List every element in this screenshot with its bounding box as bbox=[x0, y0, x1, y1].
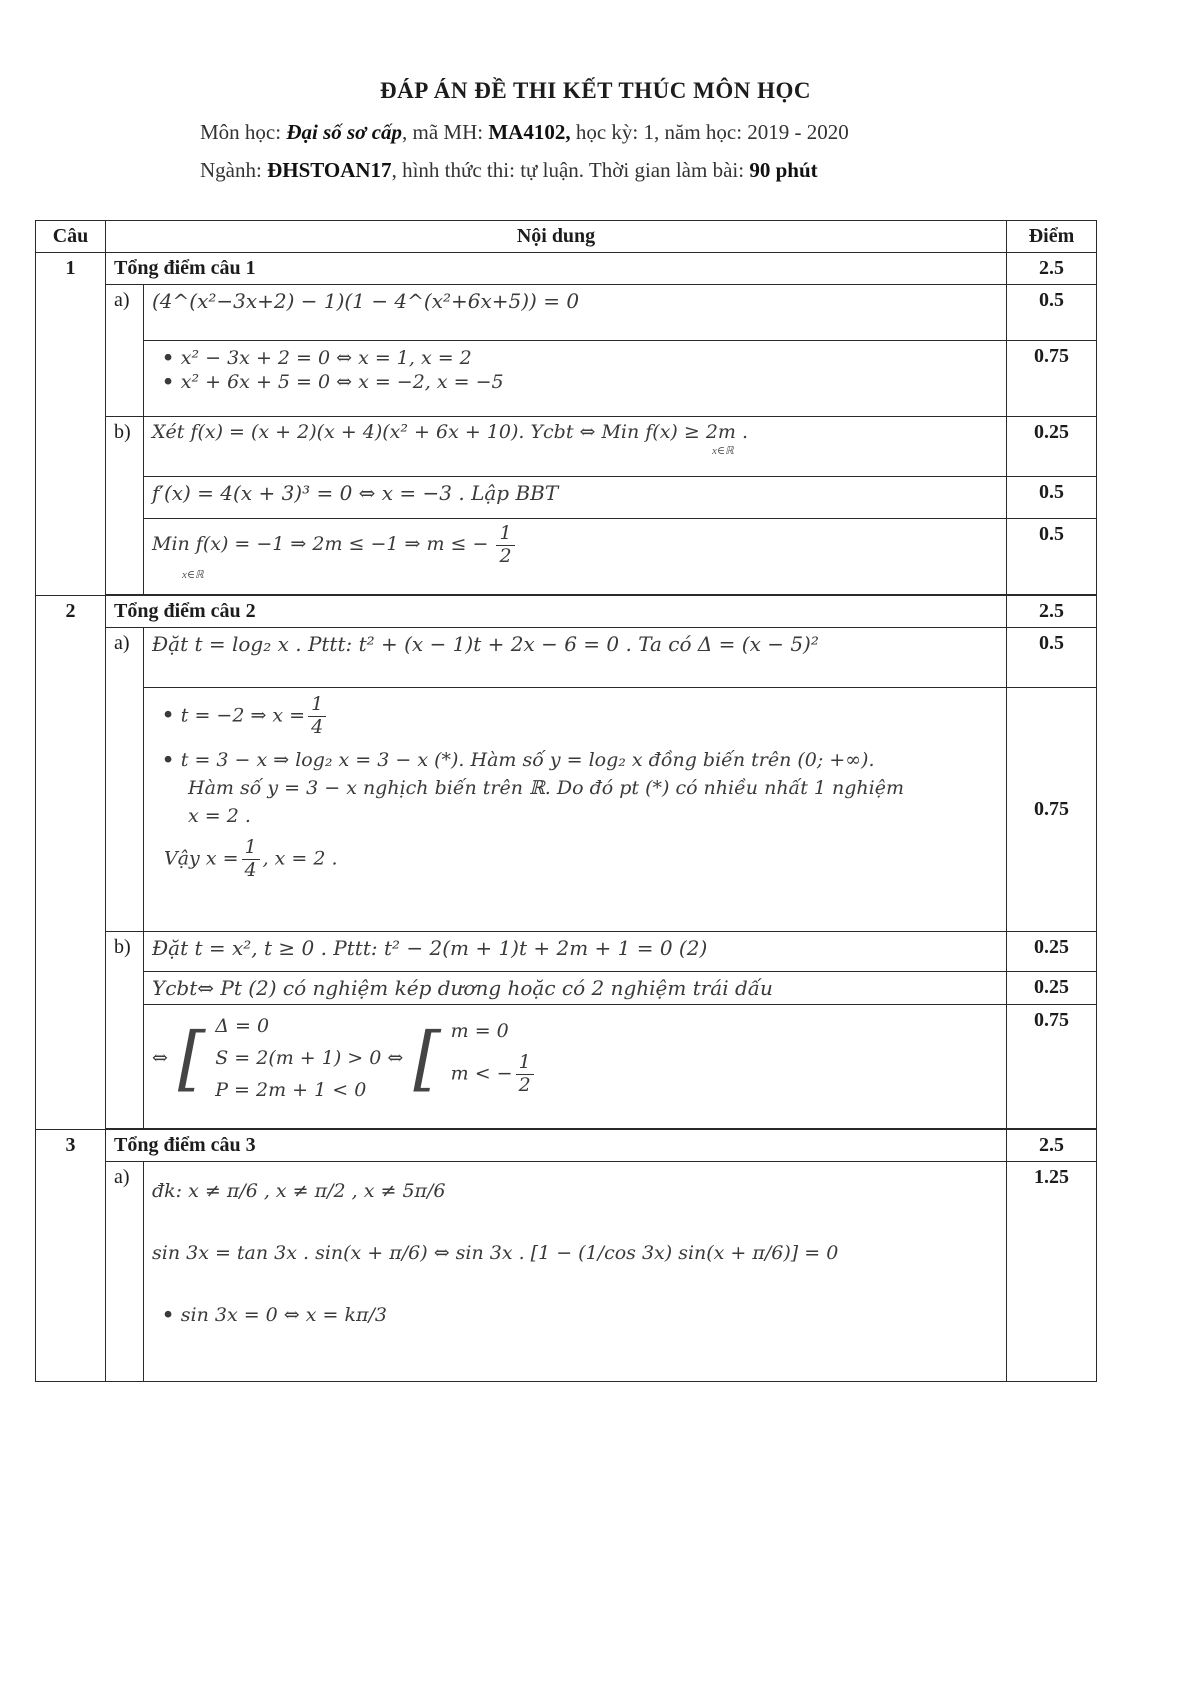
header-content: Nội dung bbox=[106, 221, 1007, 253]
answer-line: Ycbt⇔ Pt (2) có nghiệm kép dương hoặc có 2 nghiệm trái dấu bbox=[144, 972, 1007, 1005]
answer-line: x = 2 . bbox=[188, 804, 251, 827]
question-number: 2 bbox=[36, 596, 106, 1130]
denominator: 2 bbox=[518, 1073, 531, 1096]
table-row bbox=[36, 628, 1097, 688]
answer-line: sin 3x = tan 3x . sin(x + π/6) ⇔ sin 3x . [1 − (1/cos 3x) sin(x + π/6)] = 0 bbox=[152, 1242, 839, 1264]
table-row bbox=[36, 1005, 1097, 1129]
header-score: Điểm bbox=[1007, 221, 1097, 253]
answer-line: • x² + 6x + 5 = 0 ⇔ x = −2, x = −5 bbox=[162, 371, 998, 393]
score: 0.75 bbox=[1007, 1005, 1097, 1129]
question-number: 3 bbox=[36, 1130, 106, 1382]
answer-line bbox=[164, 837, 998, 882]
answer-line: f′(x) = 4(x + 3)³ = 0 ⇔ x = −3 . Lập BBT bbox=[144, 477, 1007, 519]
term-info: học kỳ: 1, năm học: 2019 - 2020 bbox=[575, 120, 849, 144]
answer-line: Hàm số y = 3 − x nghịch biến trên ℝ. Do đó pt (*) có nhiều nhất 1 nghiệm bbox=[188, 776, 904, 799]
table-header bbox=[36, 221, 1097, 253]
subject-line bbox=[200, 120, 849, 145]
bracket-icon: [ bbox=[413, 1017, 441, 1099]
question-total: Tổng điểm câu 1 bbox=[106, 253, 1007, 285]
answer-text: Vậy x = bbox=[164, 847, 239, 870]
answer-line: (4^(x²−3x+2) − 1)(1 − 4^(x²+6x+5)) = 0 bbox=[144, 285, 1007, 341]
question-total: Tổng điểm câu 2 bbox=[106, 596, 1007, 628]
table-row bbox=[36, 285, 1097, 341]
result bbox=[451, 1052, 537, 1097]
answer-line: Đặt t = x², t ≥ 0 . Pttt: t² − 2(m + 1)t + 2m + 1 = 0 (2) bbox=[144, 932, 1007, 972]
question-number: 1 bbox=[36, 253, 106, 596]
score: 0.5 bbox=[1007, 285, 1097, 341]
denominator: 2 bbox=[499, 544, 512, 567]
answer-line: • x² − 3x + 2 = 0 ⇔ x = 1, x = 2 bbox=[162, 347, 998, 369]
major-label: Ngành: bbox=[200, 158, 262, 182]
table-row bbox=[36, 341, 1097, 417]
score: 1.25 bbox=[1007, 1162, 1097, 1382]
equation-system bbox=[152, 1009, 998, 1107]
bracket-icon: [ bbox=[177, 1017, 206, 1099]
fraction bbox=[516, 1052, 534, 1097]
numerator: 1 bbox=[496, 523, 514, 546]
answer-line: Min f(x) = −1 ⇒ 2m ≤ −1 ⇒ m ≤ − bbox=[152, 532, 489, 555]
answer-line bbox=[162, 694, 998, 739]
answer-line: Xét f(x) = (x + 2)(x + 4)(x² + 6x + 10). Ycbt ⇔ Min f(x) ≥ 2m . bbox=[152, 421, 749, 443]
table-row bbox=[36, 688, 1097, 932]
score: 0.5 bbox=[1007, 477, 1097, 519]
answer-table bbox=[35, 220, 1097, 1382]
numerator: 1 bbox=[516, 1052, 534, 1075]
table-row bbox=[36, 519, 1097, 595]
document-title: ĐÁP ÁN ĐỀ THI KẾT THÚC MÔN HỌC bbox=[380, 78, 811, 103]
score: 0.25 bbox=[1007, 932, 1097, 972]
answer-cell bbox=[144, 688, 1007, 932]
numerator: 1 bbox=[242, 837, 260, 860]
condition: S = 2(m + 1) > 0 ⇔ bbox=[215, 1047, 404, 1069]
part-label: a) bbox=[106, 285, 144, 417]
part-label: b) bbox=[106, 417, 144, 595]
score: 2.5 bbox=[1007, 1130, 1097, 1162]
answer-line: Đặt t = log₂ x . Pttt: t² + (x − 1)t + 2x − 6 = 0 . Ta có Δ = (x − 5)² bbox=[144, 628, 1007, 688]
question-total: Tổng điểm câu 3 bbox=[106, 1130, 1007, 1162]
fraction bbox=[308, 694, 326, 739]
score: 0.25 bbox=[1007, 972, 1097, 1005]
answer-cell bbox=[144, 341, 1007, 417]
answer-cell bbox=[144, 519, 1007, 595]
score: 2.5 bbox=[1007, 253, 1097, 285]
iff-symbol: ⇔ bbox=[152, 1047, 168, 1069]
condition: Δ = 0 bbox=[215, 1015, 270, 1037]
result: m = 0 bbox=[450, 1019, 509, 1042]
major-name: ĐHSTOAN17 bbox=[267, 158, 392, 182]
table-row bbox=[36, 417, 1097, 477]
part-label: a) bbox=[106, 1162, 144, 1382]
answer-text: , x = 2 . bbox=[262, 847, 338, 870]
q2-total-row bbox=[36, 596, 1097, 628]
subject-label: Môn học: bbox=[200, 120, 282, 144]
subject-name: Đại số sơ cấp bbox=[286, 120, 403, 144]
header-question: Câu bbox=[36, 221, 106, 253]
system-conditions bbox=[215, 1015, 403, 1101]
exam-form: , hình thức thi: tự luận. Thời gian làm bài: bbox=[391, 158, 745, 182]
score: 0.25 bbox=[1007, 417, 1097, 477]
result-text: m < − bbox=[450, 1062, 513, 1084]
score: 0.5 bbox=[1007, 519, 1097, 595]
major-line bbox=[200, 158, 818, 183]
numerator: 1 bbox=[308, 694, 326, 717]
score: 0.75 bbox=[1007, 688, 1097, 932]
condition: P = 2m + 1 < 0 bbox=[215, 1079, 367, 1101]
fraction bbox=[496, 523, 514, 568]
table-row bbox=[36, 972, 1097, 1005]
q3-total-row bbox=[36, 1130, 1097, 1162]
course-code: MA4102, bbox=[488, 120, 571, 144]
score: 0.5 bbox=[1007, 628, 1097, 688]
part-label: b) bbox=[106, 932, 144, 1129]
answer-line: • t = 3 − x ⇒ log₂ x = 3 − x (*). Hàm số y = log₂ x đồng biến trên (0; +∞). bbox=[162, 749, 998, 771]
fraction bbox=[242, 837, 260, 882]
answer-cell bbox=[144, 1005, 1007, 1129]
table-row bbox=[36, 1162, 1097, 1382]
denominator: 4 bbox=[244, 858, 257, 881]
exam-duration: 90 phút bbox=[749, 158, 818, 182]
answer-cell bbox=[144, 417, 1007, 477]
table-row bbox=[36, 932, 1097, 972]
limit-subscript: x∈ℝ bbox=[712, 445, 734, 457]
score: 2.5 bbox=[1007, 596, 1097, 628]
answer-line: đk: x ≠ π/6 , x ≠ π/2 , x ≠ 5π/6 bbox=[152, 1180, 446, 1202]
score: 0.75 bbox=[1007, 341, 1097, 417]
answer-text: t = −2 ⇒ x = bbox=[180, 704, 306, 727]
answer-line: • sin 3x = 0 ⇔ x = kπ/3 bbox=[162, 1304, 998, 1326]
answer-cell bbox=[144, 1162, 1007, 1382]
q1-total-row bbox=[36, 253, 1097, 285]
limit-subscript: x∈ℝ bbox=[182, 568, 204, 581]
part-label: a) bbox=[106, 628, 144, 932]
code-label: , mã MH: bbox=[402, 120, 484, 144]
denominator: 4 bbox=[311, 715, 324, 738]
system-results bbox=[451, 1020, 537, 1097]
table-row bbox=[36, 477, 1097, 519]
